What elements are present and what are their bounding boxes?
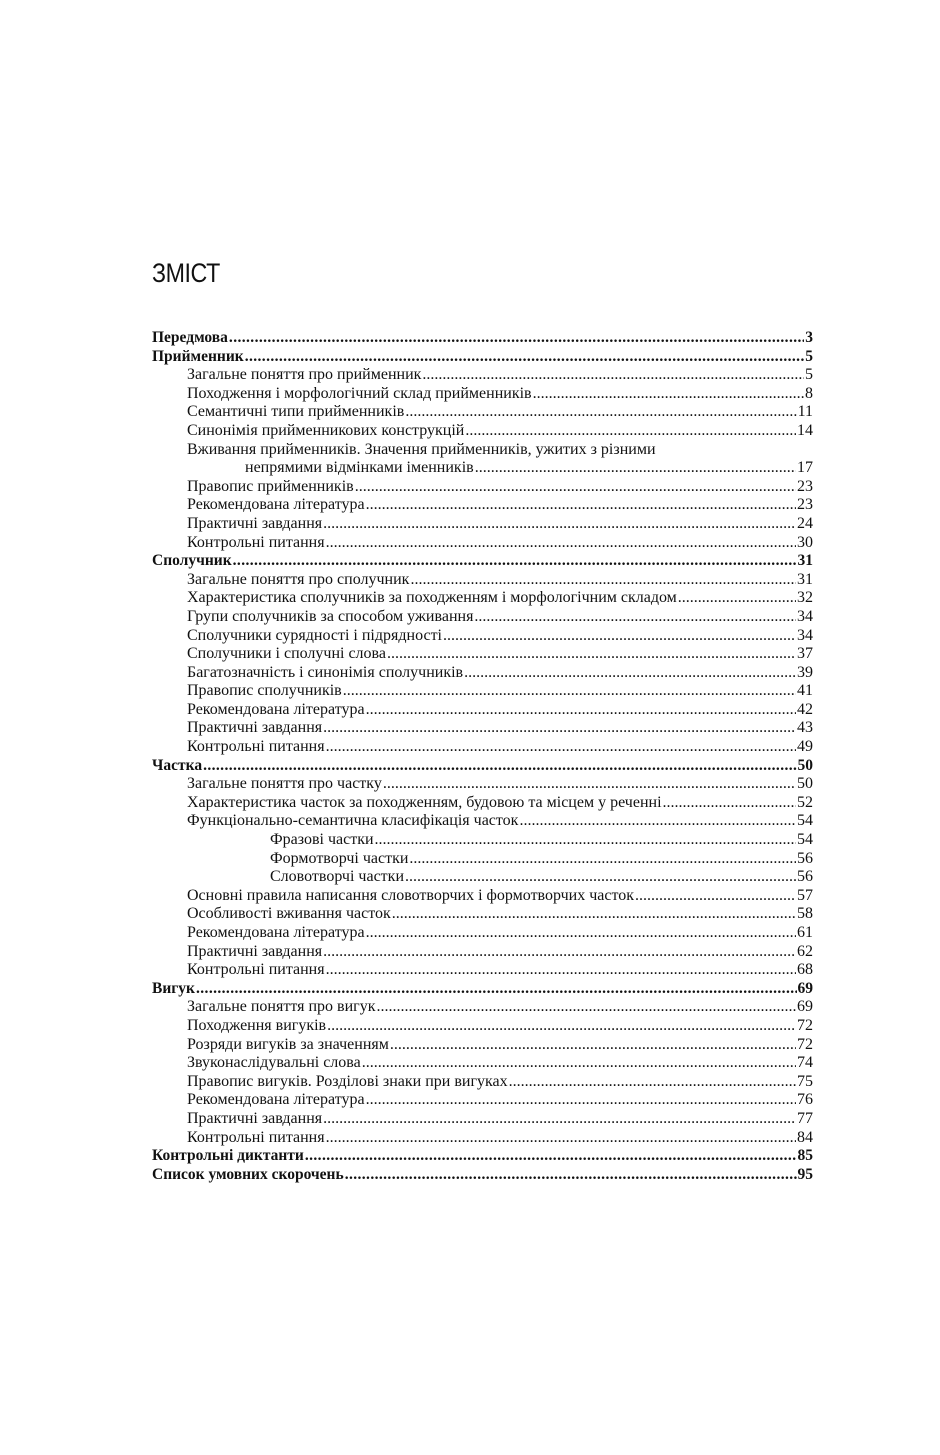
toc-page-number: 31 (797, 570, 813, 588)
toc-page-number: 72 (797, 1016, 813, 1034)
toc-page-number: 41 (797, 682, 813, 700)
toc-dot-leader (377, 998, 797, 1017)
toc-dot-leader (326, 1129, 796, 1148)
toc-page-number: 72 (797, 1035, 813, 1053)
toc-section-entry (152, 348, 813, 367)
toc-entry-title: Загальне поняття про частку (187, 775, 382, 793)
toc-dot-leader (392, 905, 796, 924)
toc-page-number: 5 (805, 366, 813, 384)
toc-page-number: 52 (797, 793, 813, 811)
toc-subsection-entry (152, 1017, 813, 1036)
toc-entry-title: Практичні завдання (187, 514, 323, 532)
toc-dot-leader (410, 571, 796, 590)
toc-dot-leader (366, 924, 796, 943)
toc-entry-title: Синонімія прийменникових конструкцій (187, 421, 465, 439)
toc-section-entry (152, 1147, 813, 1166)
toc-entry-title: Рекомендована література (187, 1091, 365, 1109)
toc-entry-title: Семантичні типи прийменників (187, 403, 405, 421)
toc-dot-leader (362, 1054, 796, 1073)
toc-entry-title: Правопис сполучників (187, 682, 342, 700)
toc-entry-title: Характеристика сполучників за походженням і морфологічним складом (187, 589, 677, 607)
toc-dot-leader (409, 850, 796, 869)
toc-dot-leader (355, 478, 796, 497)
toc-dot-leader (305, 1147, 797, 1166)
toc-subsection-entry (152, 701, 813, 720)
toc-dot-leader (323, 719, 796, 738)
toc-entry-title: Рекомендована література (187, 700, 365, 718)
toc-subsection-entry (152, 868, 813, 887)
toc-subsection-entry (152, 1091, 813, 1110)
toc-page-number: 34 (797, 607, 813, 625)
toc-page-number: 84 (797, 1128, 813, 1146)
toc-subsection-entry (152, 403, 813, 422)
toc-entry-title: Загальне поняття про сполучник (187, 570, 410, 588)
toc-subsection-entry (152, 366, 813, 385)
toc-entry-title: Правопис вигуків. Розділові знаки при вигуках (187, 1072, 508, 1090)
toc-entry-title: Сполучник (152, 552, 232, 570)
toc-entry-title: Практичні завдання (187, 942, 323, 960)
toc-entry-title: Передмова (152, 329, 228, 346)
toc-subsection-entry (152, 924, 813, 943)
toc-dot-leader (422, 366, 804, 385)
toc-dot-leader (323, 943, 796, 962)
toc-entry-title: Загальне поняття про вигук (187, 998, 376, 1016)
toc-section-entry (152, 552, 813, 571)
toc-page-number: 14 (797, 421, 813, 439)
toc-subsection-entry (152, 515, 813, 534)
toc-page-number: 58 (797, 905, 813, 923)
toc-subsection-entry (152, 998, 813, 1017)
toc-dot-leader (366, 1091, 796, 1110)
toc-entry-title: Розряди вигуків за значенням (187, 1035, 389, 1053)
toc-dot-leader (464, 664, 796, 683)
toc-dot-leader (196, 980, 797, 999)
toc-page-number: 30 (797, 533, 813, 551)
toc-subsection-entry (152, 831, 813, 850)
toc-page-number: 74 (797, 1054, 813, 1072)
toc-entry-title: Контрольні питання (187, 1128, 325, 1146)
toc-page-number: 11 (797, 403, 813, 421)
toc-page-number: 24 (797, 514, 813, 532)
toc-page-number: 43 (797, 719, 813, 737)
toc-subsection-entry (152, 812, 813, 831)
toc-entry-title: Практичні завдання (187, 1109, 323, 1127)
toc-subsection-entry (152, 1110, 813, 1129)
toc-entry-title: Частка (152, 756, 203, 774)
toc-dot-leader (326, 534, 796, 553)
toc-page-number: 54 (797, 812, 813, 830)
toc-page-number: 75 (797, 1072, 813, 1090)
toc-dot-leader (443, 627, 796, 646)
toc-page-number: 23 (797, 477, 813, 495)
toc-entry-title: Контрольні диктанти (152, 1147, 304, 1165)
toc-entry-title: Контрольні питання (187, 738, 325, 756)
toc-page-number: 56 (797, 868, 813, 886)
toc-dot-leader (203, 757, 796, 776)
toc-entry-title: Вживання прийменників. Значення прийменників, ужитих з різними (187, 440, 656, 458)
toc-page-number: 54 (797, 831, 813, 849)
toc-page-number: 5 (805, 347, 813, 365)
toc-dot-leader (387, 645, 796, 664)
toc-entry-title: Фразові частки (270, 831, 374, 849)
toc-subsection-entry (152, 1073, 813, 1092)
toc-subsection-entry (152, 627, 813, 646)
toc-page-number: 37 (797, 645, 813, 663)
toc-entry-title: Основні правила написання словотворчих і формотворчих часток (187, 886, 635, 904)
toc-subsection-entry (152, 775, 813, 794)
toc-page-number: 62 (797, 942, 813, 960)
toc-dot-leader (245, 348, 805, 367)
toc-subsection-entry (152, 608, 813, 627)
toc-entry-title: Список умовних скорочень (152, 1165, 344, 1183)
toc-page-number: 8 (805, 384, 813, 402)
toc-subsection-entry (152, 441, 813, 478)
toc-subsection-entry (152, 850, 813, 869)
toc-page-number: 23 (797, 496, 813, 514)
toc-entry-title: Практичні завдання (187, 719, 323, 737)
toc-section-entry (152, 1166, 813, 1185)
toc-section-entry (152, 980, 813, 999)
toc-entry-title: Загальне поняття про прийменник (187, 366, 422, 384)
toc-entry-title: Рекомендована література (187, 496, 365, 514)
toc-page-number: 76 (797, 1091, 813, 1109)
toc-entry-title: Контрольні питання (187, 533, 325, 551)
toc-entry-title: Характеристика часток за походженням, будовою та місцем у реченні (187, 793, 662, 811)
toc-subsection-entry (152, 496, 813, 515)
toc-dot-leader (519, 812, 796, 831)
toc-page-number: 49 (797, 738, 813, 756)
toc-entry-title: Формотворчі частки (270, 849, 409, 867)
toc-entry-title: Сполучники і сполучні слова (187, 645, 386, 663)
toc-subsection-entry (152, 1054, 813, 1073)
toc-page-number: 95 (797, 1165, 813, 1183)
toc-page-number: 57 (797, 886, 813, 904)
toc-dot-leader (405, 868, 796, 887)
toc-entry-title: Правопис прийменників (187, 477, 354, 495)
toc-dot-leader (366, 701, 796, 720)
toc-section-entry (152, 329, 813, 348)
toc-page-number: 42 (797, 700, 813, 718)
table-of-contents (152, 329, 813, 1184)
toc-page-number: 34 (797, 626, 813, 644)
toc-dot-leader (323, 515, 796, 534)
toc-section-entry (152, 757, 813, 776)
toc-entry-title: Сполучники сурядності і підрядності (187, 626, 442, 644)
toc-dot-leader (375, 831, 796, 850)
toc-subsection-entry (152, 422, 813, 441)
toc-subsection-entry (152, 943, 813, 962)
toc-entry-title: Рекомендована література (187, 924, 365, 941)
toc-subsection-entry (152, 645, 813, 664)
toc-page-number: 77 (797, 1109, 813, 1127)
toc-page-number: 69 (797, 979, 813, 997)
toc-page-number: 31 (797, 552, 813, 570)
toc-page-number: 85 (797, 1147, 813, 1165)
toc-dot-leader (326, 738, 796, 757)
toc-subsection-entry (152, 905, 813, 924)
toc-page-number: 61 (797, 924, 813, 941)
toc-page-number: 50 (797, 775, 813, 793)
toc-dot-leader (383, 775, 796, 794)
toc-entry-title: Звуконаслідувальні слова (187, 1054, 361, 1072)
toc-dot-leader (678, 589, 796, 608)
toc-entry-title: Словотворчі частки (270, 868, 404, 886)
toc-dot-leader (343, 682, 796, 701)
toc-subsection-entry (152, 1036, 813, 1055)
toc-subsection-entry (152, 887, 813, 906)
toc-subsection-entry (152, 534, 813, 553)
toc-dot-leader (635, 887, 796, 906)
toc-subsection-entry (152, 664, 813, 683)
toc-subsection-entry (152, 478, 813, 497)
page-title: ЗМІСТ (152, 258, 220, 288)
toc-dot-leader (345, 1166, 797, 1185)
toc-subsection-entry (152, 682, 813, 701)
toc-dot-leader (327, 1017, 796, 1036)
toc-entry-title: Прийменник (152, 347, 244, 365)
toc-subsection-entry (152, 794, 813, 813)
toc-subsection-entry (152, 719, 813, 738)
toc-dot-leader (475, 459, 796, 478)
toc-entry-title: Вигук (152, 979, 195, 997)
toc-entry-title: Особливості вживання часток (187, 905, 391, 923)
toc-dot-leader (663, 794, 796, 813)
toc-subsection-entry (152, 738, 813, 757)
toc-entry-title-continued: непрямими відмінками іменників (245, 459, 474, 477)
toc-dot-leader (366, 496, 796, 515)
toc-page-number: 56 (797, 849, 813, 867)
toc-subsection-entry (152, 571, 813, 590)
toc-dot-leader (229, 329, 804, 348)
toc-entry-title: Функціонально-семантична класифікація часток (187, 812, 519, 830)
toc-subsection-entry (152, 589, 813, 608)
toc-subsection-entry (152, 1129, 813, 1148)
toc-entry-title: Групи сполучників за способом уживання (187, 607, 474, 625)
toc-dot-leader (465, 422, 796, 441)
toc-page-number: 17 (797, 459, 813, 477)
toc-dot-leader (390, 1036, 796, 1055)
toc-entry-title: Контрольні питання (187, 961, 325, 979)
toc-entry-title: Походження і морфологічний склад прийменників (187, 384, 532, 402)
toc-subsection-entry (152, 961, 813, 980)
toc-entry-title: Походження вигуків (187, 1016, 327, 1034)
toc-page-number: 39 (797, 663, 813, 681)
toc-dot-leader (233, 552, 797, 571)
toc-page-number: 3 (805, 329, 813, 346)
toc-page-number: 32 (797, 589, 813, 607)
toc-page-number: 68 (797, 961, 813, 979)
toc-dot-leader (474, 608, 796, 627)
toc-subsection-entry (152, 385, 813, 404)
toc-page-number: 69 (797, 998, 813, 1016)
toc-dot-leader (509, 1073, 796, 1092)
toc-dot-leader (405, 403, 796, 422)
toc-entry-title: Багатозначність і синонімія сполучників (187, 663, 464, 681)
toc-dot-leader (323, 1110, 796, 1129)
toc-dot-leader (533, 385, 804, 404)
toc-page-number: 50 (797, 756, 813, 774)
toc-dot-leader (326, 961, 796, 980)
